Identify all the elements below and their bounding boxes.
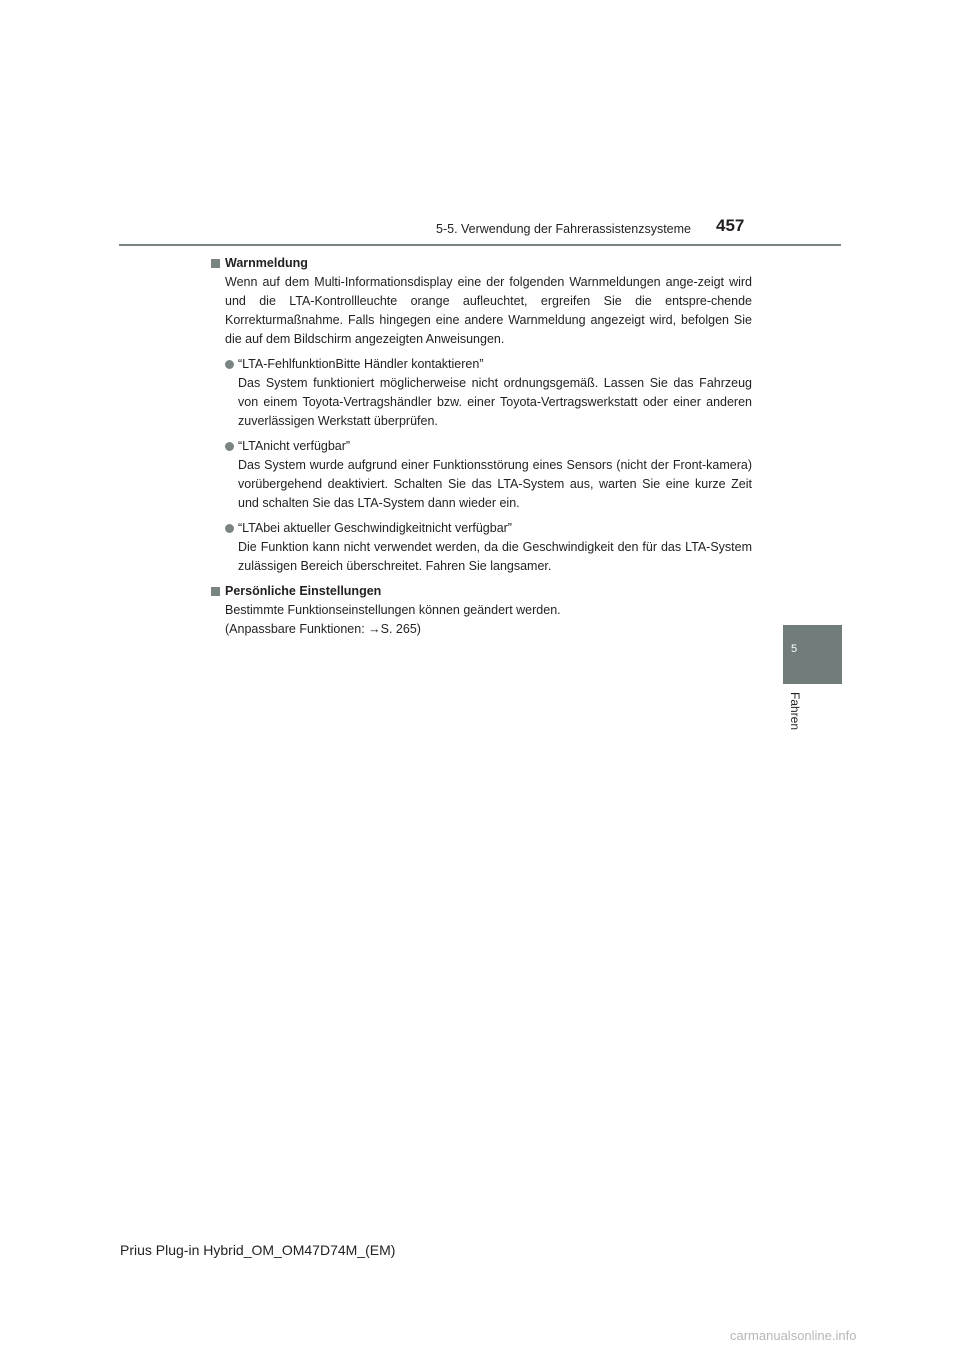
chapter-number: 5 [791, 643, 798, 655]
page-content [210, 254, 752, 639]
warning-description: Das System funktioniert möglicherweise nicht ordnungsgemäß. Lassen Sie das Fahrzeug von einem Toyota-Vertragshändler bzw. einer Toyota-Vertragswerkstatt oder einer anderen zuverlässigen Werkstatt überprüfen. [238, 376, 752, 428]
section-title: 5-5. Verwendung der Fahrerassistenzsysteme [436, 222, 691, 236]
warning-message: “LTAbei aktueller Geschwindigkeitnicht verfügbar” [238, 521, 512, 535]
settings-line: Bestimmte Funktionseinstellungen können geändert werden. [225, 603, 561, 617]
warning-description: Die Funktion kann nicht verwendet werden, da die Geschwindigkeit den für das LTA-System zulässigen Bereich überschreitet. Fahren Sie langsamer. [238, 540, 752, 573]
warning-item [225, 437, 752, 513]
warning-message: “LTA-FehlfunktionBitte Händler kontaktieren” [238, 357, 484, 371]
intro-paragraph: Wenn auf dem Multi-Informationsdisplay eine der folgenden Warnmeldungen ange-zeigt wird und die LTA-Kontrollleuchte orange aufleuchtet, ergreifen Sie die entspre-chende Korrekturmaßnahme. Falls hingegen eine andere Warnmeldung angezeigt wird, befolgen Sie die auf dem Bildschirm angezeigten Anweisungen. [225, 275, 752, 346]
section-heading-einstellungen [210, 582, 752, 601]
round-bullet-icon [225, 442, 234, 451]
warning-message: “LTAnicht verfügbar” [238, 439, 351, 453]
watermark: carmanualsonline.info [730, 1328, 857, 1343]
chapter-tab [783, 625, 842, 684]
round-bullet-icon [225, 360, 234, 369]
section-heading-warnmeldung [210, 254, 752, 273]
warning-description: Das System wurde aufgrund einer Funktionsstörung eines Sensors (nicht der Front-kamera) vorübergehend deaktiviert. Schalten Sie das LTA-System aus, warten Sie eine kurze Zeit und schalten Sie das LTA-System dann wieder ein. [238, 458, 752, 510]
header-divider [119, 244, 841, 246]
warning-item [225, 519, 752, 576]
round-bullet-icon [225, 524, 234, 533]
warning-item [225, 355, 752, 431]
page-number: 457 [716, 216, 745, 235]
document-id: Prius Plug-in Hybrid_OM_OM47D74M_(EM) [120, 1242, 396, 1258]
settings-reference-link[interactable]: (Anpassbare Funktionen: →S. 265) [225, 622, 421, 636]
heading-text: Persönliche Einstellungen [225, 584, 382, 598]
chapter-label: Fahren [788, 692, 802, 731]
square-bullet-icon [211, 587, 220, 596]
square-bullet-icon [211, 259, 220, 268]
heading-text: Warnmeldung [225, 256, 308, 270]
